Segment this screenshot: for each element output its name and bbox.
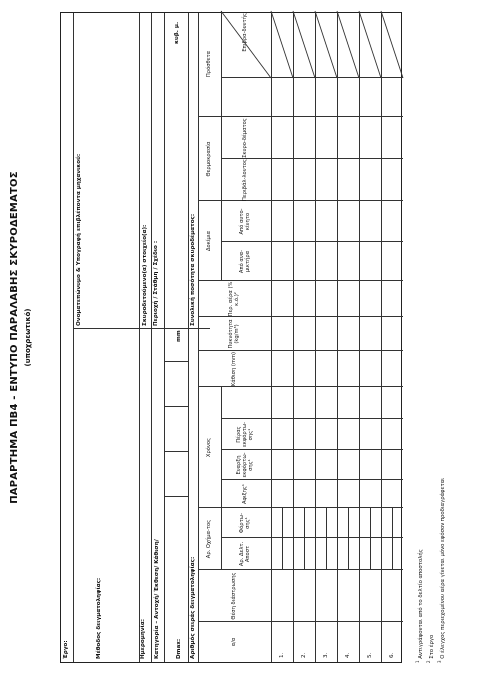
dokimia-header: Δοκίμια <box>205 231 212 252</box>
footnote-2: $^2$ Στο έργο <box>425 634 435 663</box>
thermokrasia-header: Θερμοκρασία <box>205 141 212 177</box>
diagonal-slash <box>381 11 403 78</box>
row-number: 6. <box>389 652 395 658</box>
footnote-1: $^1$ Αντιγράφονται από το δελτίο αποστολής <box>415 549 424 663</box>
divider <box>282 508 283 570</box>
synoliki-label: Συνολική ποσότητα σκυροδέματος: <box>190 213 196 326</box>
divider <box>304 508 305 570</box>
diagonal-line <box>337 11 359 78</box>
row-number: 3. <box>323 652 329 658</box>
enarxi-header: Εναρξη εκφόρτω-σης¹ <box>236 452 254 478</box>
apo-autokinito-header: Από αυτο-κίνητο <box>239 208 251 235</box>
katigoria-label: Κατηγορία – Αντοχή/ Έκθεση/ Κάθιση/ <box>154 539 160 659</box>
row-number: 4. <box>345 652 351 658</box>
skyrodematos-header: Σκυρο-δέματος <box>242 118 249 158</box>
divider <box>392 508 393 570</box>
diagonal-slash <box>271 11 293 78</box>
divider <box>164 406 188 407</box>
row-divider <box>315 13 316 662</box>
diagonal-slash <box>359 11 381 78</box>
afixis-header: Αφιξης¹ <box>242 483 249 505</box>
diagonal-slash <box>221 11 271 78</box>
form-title: ΠΑΡΑΡΤΗΜΑ ΠΒ4 - ΕΝΤΥΠΟ ΠΑΡΑΛΑΒΗΣ ΣΚΥΡΟΔΕΜΑΤΟΣ <box>9 171 20 504</box>
row-divider <box>337 13 338 662</box>
divider <box>348 508 349 570</box>
divider <box>164 451 188 452</box>
epivradyntis-header: Επιβρα-δυντής <box>242 13 249 52</box>
ar-ochimatos-header: Αρ. Οχήμα-τος <box>205 519 212 559</box>
row-number: 1. <box>279 652 285 658</box>
row-divider <box>293 13 294 662</box>
thesi-header: Θέση διάστρωσης <box>230 572 237 620</box>
dmax-label: Dmax: <box>176 638 182 659</box>
divider <box>151 13 152 662</box>
diagonal-line <box>359 11 381 78</box>
divider <box>164 496 188 497</box>
kyb-label: κυβ. μ. <box>174 21 180 44</box>
form-subtitle: (υποχρεωτικό) <box>24 308 32 367</box>
divider <box>370 508 371 570</box>
diagonal-slash <box>315 11 337 78</box>
pyknotita-header: Πυκνότητα (kg/m³) <box>227 319 240 349</box>
arithmos-label: Αριθμός σειράς δειγματοληψίας: <box>190 556 196 659</box>
row-number: 2. <box>301 652 307 658</box>
skyrodetoumeno-label: Σκυροδετούμενο(α) στοιχείο(α): <box>142 224 148 326</box>
periochi-label: Περιοχή / Στάθμη / Σχέδιο : <box>153 240 159 326</box>
diagonal-line <box>271 11 293 78</box>
divider <box>139 13 140 662</box>
divider <box>326 508 327 570</box>
footnote-3: $^3$ Ο έλεγχος περιεχομένου αέρα γίνεται μόνο εφόσον προδιαγράφεται <box>436 478 446 663</box>
methodos-label: Μέθοδος δειγματοληψίας: <box>96 577 102 659</box>
divider <box>188 13 189 662</box>
fortosis-header: Φόρτω-σης¹ <box>239 513 251 533</box>
divider <box>73 13 74 662</box>
perivallontos-header: Περιβάλ-λοντος <box>242 159 249 201</box>
diagonal-line <box>315 11 337 78</box>
diagonal-line <box>293 11 315 78</box>
per-aera-header: Περ. αέρα (% κ.ό.)² <box>227 281 240 317</box>
onomateponymo-label: Ονοματεπώνυμο & Υπογραφή επιβλέποντα μηχανικού: <box>76 153 82 326</box>
xronos-header: Χρόνος <box>205 437 212 458</box>
row-number: 5. <box>367 652 373 658</box>
prostheta-header: Πρόσθετα <box>205 50 212 78</box>
delivery-form-table <box>60 12 402 663</box>
ar-deltiou-header: Αρ. Δελτ. Αποστ <box>239 541 251 567</box>
divider <box>164 13 165 662</box>
diagonal-slash <box>293 11 315 78</box>
ergo-label: Έργο: <box>63 640 69 659</box>
diagonal-slash <box>337 11 359 78</box>
row-divider <box>359 13 360 662</box>
divider <box>73 328 210 329</box>
divider <box>271 13 272 662</box>
imerominia-label: Ημερομηνία: <box>140 619 146 659</box>
peras-header: Πέρας εκφόρτω-σης¹ <box>236 421 254 448</box>
kathisi-header: Κάθιση (mm) <box>230 351 237 387</box>
row-divider <box>381 13 382 662</box>
footnotes <box>414 478 446 663</box>
diagonal-line <box>381 11 403 78</box>
divider <box>164 361 188 362</box>
apo-anamikt-header: Από ανα-μικτήρα <box>239 249 251 274</box>
mm-label: mm <box>176 330 182 342</box>
aa-header: α/α <box>230 637 237 647</box>
